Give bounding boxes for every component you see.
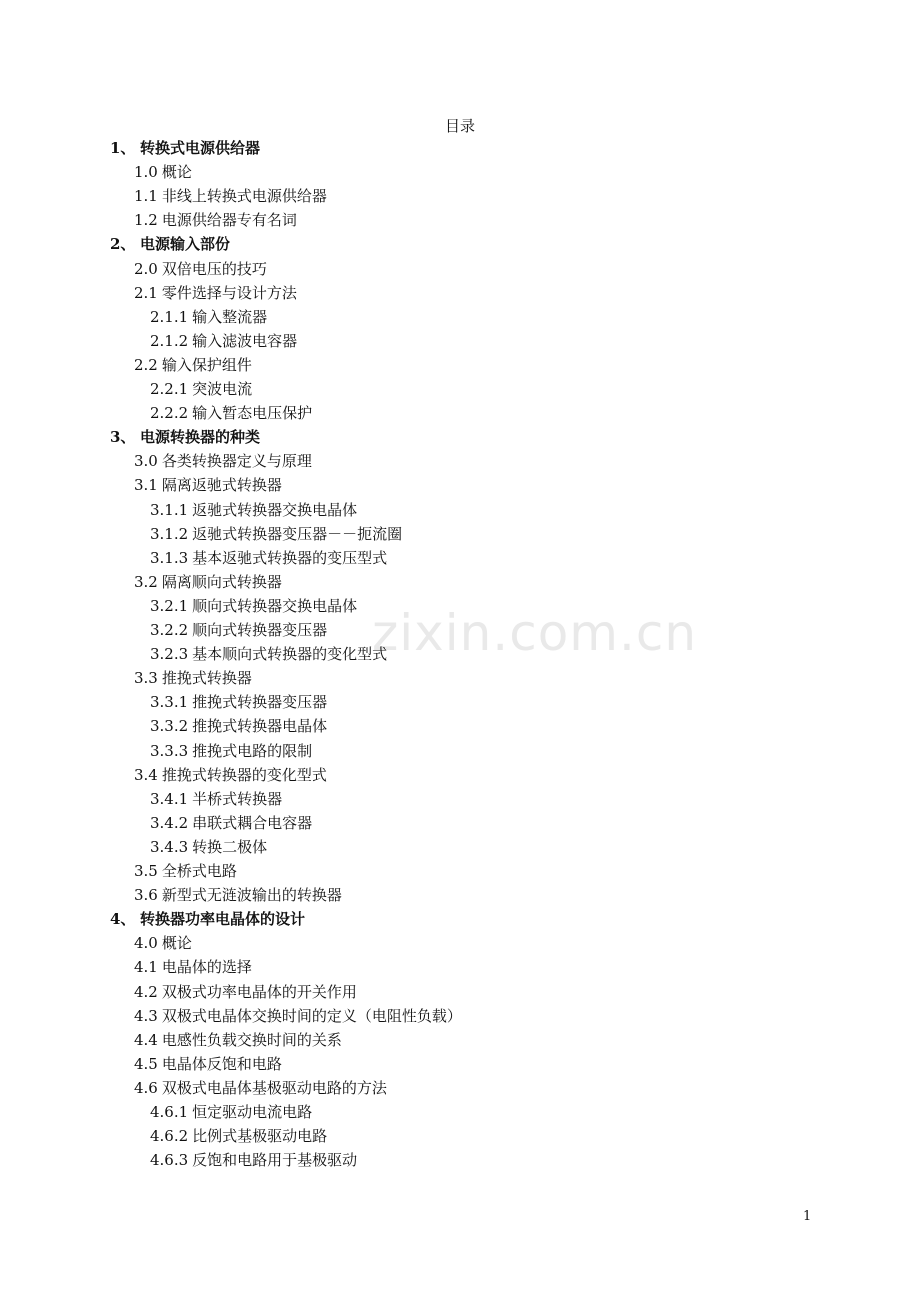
toc-entry xyxy=(134,1052,282,1076)
toc-entry-number: 2.2.1 xyxy=(150,380,189,398)
toc-entry-text: 新型式无涟波输出的转换器 xyxy=(161,886,342,905)
toc-entry-number: 2、 xyxy=(110,235,136,254)
toc-entry-text: 转换二极体 xyxy=(192,837,268,856)
toc-entry-text: 电源输入部份 xyxy=(140,235,231,254)
toc-title: 目录 xyxy=(444,117,475,135)
toc-entry-text: 反饱和电路用于基极驱动 xyxy=(192,1151,358,1170)
toc-entry-number: 3.3 xyxy=(134,669,158,688)
toc-entry-text: 零件选择与设计方法 xyxy=(161,283,297,302)
toc-entry-number: 2.2 xyxy=(134,355,158,374)
toc-entry-text: 推挽式转换器电晶体 xyxy=(192,717,328,736)
toc-entry xyxy=(150,835,267,859)
toc-entry xyxy=(134,184,327,208)
page-number: 1 xyxy=(803,1209,812,1224)
toc-entry-text: 基本顺向式转换器的变化型式 xyxy=(192,645,388,664)
toc-entry xyxy=(134,449,312,473)
toc-entry-number: 3.3.2 xyxy=(150,717,189,736)
toc-entry-number: 3.3.3 xyxy=(150,741,189,760)
toc-entry-text: 推挽式转换器 xyxy=(161,669,252,688)
toc-entry-number: 4.6.3 xyxy=(150,1151,189,1170)
toc-entry xyxy=(150,1148,357,1172)
toc-entry-number: 4.6 xyxy=(134,1078,158,1097)
toc-entry xyxy=(134,208,297,232)
toc-entry xyxy=(134,353,252,377)
toc-entry-number: 3、 xyxy=(110,428,136,447)
toc-entry-text: 各类转换器定义与原理 xyxy=(161,452,312,471)
toc-entry-number: 3.0 xyxy=(134,452,158,471)
toc-entry-number: 2.1.1 xyxy=(150,307,189,326)
toc-entry xyxy=(150,642,387,666)
toc-entry-text: 输入整流器 xyxy=(192,307,268,326)
toc-entry-text: 转换式电源供给器 xyxy=(140,139,261,157)
toc-chapter xyxy=(110,232,230,256)
toc-entry xyxy=(150,522,402,546)
toc-entry xyxy=(150,305,267,329)
toc-entry xyxy=(134,473,282,497)
toc-entry-number: 3.4.3 xyxy=(150,837,189,856)
toc-entry-number: 3.4.2 xyxy=(150,813,189,832)
toc-entry xyxy=(134,859,237,883)
watermark: zixin.com.cn xyxy=(372,604,698,662)
toc-entry-number: 4、 xyxy=(110,910,136,929)
toc-entry xyxy=(134,1028,342,1052)
toc-entry xyxy=(134,570,282,594)
toc-entry-text: 双极式功率电晶体的开关作用 xyxy=(161,982,357,1001)
toc-entry-number: 1、 xyxy=(110,139,136,157)
toc-entry-number: 3.1 xyxy=(134,476,158,495)
toc-entry xyxy=(150,787,282,811)
toc-entry-text: 电源供给器专有名词 xyxy=(161,211,297,230)
toc-entry-text: 双倍电压的技巧 xyxy=(161,259,267,278)
toc-entry-text: 电晶体反饱和电路 xyxy=(161,1054,282,1073)
toc-entry xyxy=(150,401,312,425)
toc-entry-number: 4.1 xyxy=(134,958,158,977)
toc-entry-number: 4.4 xyxy=(134,1030,158,1049)
toc-entry xyxy=(134,1076,387,1100)
toc-entry xyxy=(134,257,267,281)
toc-entry-text: 电源转换器的种类 xyxy=(140,428,261,447)
toc-entry-number: 4.0 xyxy=(134,934,158,953)
toc-entry-text: 隔离顺向式转换器 xyxy=(161,572,282,591)
toc-entry-text: 输入滤波电容器 xyxy=(192,331,298,350)
toc-entry xyxy=(150,618,327,642)
toc-entry xyxy=(134,931,192,955)
toc-entry xyxy=(134,1004,462,1028)
toc-entry-text: 非线上转换式电源供给器 xyxy=(161,187,327,206)
toc-chapter xyxy=(110,425,260,449)
toc-entry xyxy=(150,329,297,353)
toc-entry-number: 2.1.2 xyxy=(150,331,189,350)
toc-entry-number: 2.1 xyxy=(134,283,158,302)
toc-entry-number: 3.2.2 xyxy=(150,621,189,639)
toc-entry-text: 输入保护组件 xyxy=(161,355,252,374)
toc-entry-number: 4.6.2 xyxy=(150,1127,189,1146)
toc-entry-number: 2.2.2 xyxy=(150,404,189,423)
toc-entry-number: 3.1.1 xyxy=(150,500,189,519)
toc-entry-number: 3.2.1 xyxy=(150,596,189,615)
toc-entry xyxy=(150,739,312,763)
toc-entry xyxy=(150,1100,312,1124)
toc-entry-text: 突波电流 xyxy=(192,380,253,398)
toc-entry-number: 3.2 xyxy=(134,572,158,591)
toc-entry-text: 电感性负载交换时间的关系 xyxy=(161,1030,342,1049)
toc-entry-text: 电晶体的选择 xyxy=(161,958,252,977)
toc-entry-number: 3.5 xyxy=(134,862,158,880)
toc-entry-text: 比例式基极驱动电路 xyxy=(192,1127,328,1146)
toc-entry-number: 4.6.1 xyxy=(150,1103,189,1121)
toc-entry-text: 概论 xyxy=(161,934,192,953)
toc-entry-text: 半桥式转换器 xyxy=(192,789,283,808)
toc-entry xyxy=(134,281,297,305)
toc-entry xyxy=(134,955,252,979)
toc-entry xyxy=(150,811,312,835)
toc-entry-text: 全桥式电路 xyxy=(161,862,237,880)
toc-entry-text: 双极式电晶体基极驱动电路的方法 xyxy=(161,1078,387,1097)
toc-entry-text: 输入暂态电压保护 xyxy=(192,404,313,423)
toc-entry-number: 3.2.3 xyxy=(150,645,189,664)
toc-entry-number: 1.0 xyxy=(134,163,158,182)
toc-entry-text: 恒定驱动电流电路 xyxy=(192,1103,313,1121)
toc-entry xyxy=(150,714,327,738)
toc-entry xyxy=(134,666,252,690)
toc-entry xyxy=(134,980,357,1004)
toc-chapter xyxy=(110,907,305,931)
toc-entry-text: 顺向式转换器交换电晶体 xyxy=(192,596,358,615)
toc-entry xyxy=(150,1124,327,1148)
toc-entry xyxy=(134,160,192,184)
toc-entry-number: 4.3 xyxy=(134,1006,158,1025)
toc-entry-text: 返驰式转换器交换电晶体 xyxy=(192,500,358,519)
toc-entry xyxy=(150,377,252,401)
toc-entry xyxy=(134,763,327,787)
toc-entry xyxy=(150,546,387,570)
toc-entry-text: 推挽式转换器的变化型式 xyxy=(161,765,327,784)
toc-entry xyxy=(150,690,327,714)
toc-entry xyxy=(150,498,357,522)
toc-chapter xyxy=(110,136,260,160)
toc-entry-text: 返驰式转换器变压器－－扼流圈 xyxy=(192,524,403,543)
toc-entry-number: 4.2 xyxy=(134,982,158,1001)
toc-entry-text: 串联式耦合电容器 xyxy=(192,813,313,832)
toc-entry-number: 1.1 xyxy=(134,187,158,206)
toc-entry-text: 推挽式电路的限制 xyxy=(192,741,313,760)
toc-entry-number: 3.3.1 xyxy=(150,693,189,712)
toc-entry-text: 概论 xyxy=(161,163,192,182)
toc-entry-text: 推挽式转换器变压器 xyxy=(192,693,328,712)
toc-entry-text: 基本返驰式转换器的变压型式 xyxy=(192,548,388,567)
toc-entry-number: 2.0 xyxy=(134,259,158,278)
toc-entry xyxy=(134,883,342,907)
toc-entry-number: 3.4 xyxy=(134,765,158,784)
toc-entry-number: 4.5 xyxy=(134,1054,158,1073)
toc-entry-text: 双极式电晶体交换时间的定义（电阻性负载） xyxy=(161,1006,462,1025)
toc-entry-number: 3.6 xyxy=(134,886,158,905)
toc-entry-number: 3.1.3 xyxy=(150,548,189,567)
toc-entry-text: 转换器功率电晶体的设计 xyxy=(140,910,306,929)
toc-entry-number: 3.4.1 xyxy=(150,789,189,808)
toc-entry-number: 3.1.2 xyxy=(150,524,189,543)
toc-entry xyxy=(150,594,357,618)
toc-entry-text: 顺向式转换器变压器 xyxy=(192,621,328,639)
toc-entry-text: 隔离返驰式转换器 xyxy=(161,476,282,495)
toc-entry-number: 1.2 xyxy=(134,211,158,230)
